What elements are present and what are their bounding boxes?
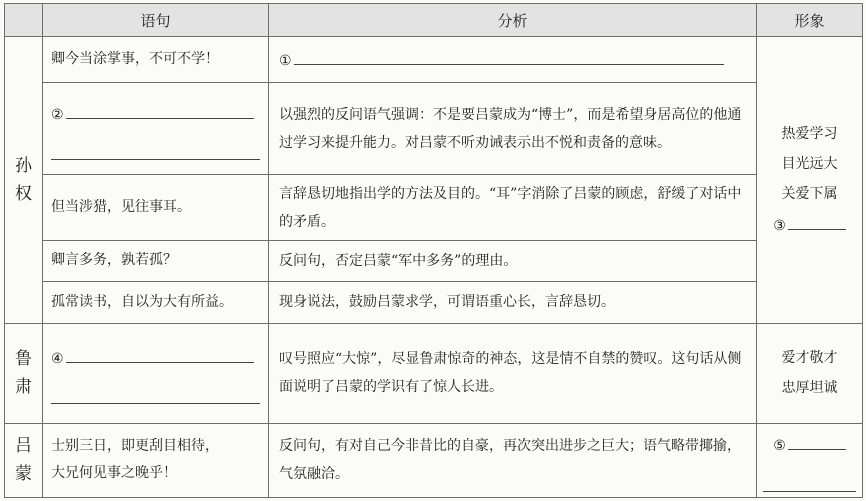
quote-cell: 卿今当涂掌事，不可不学！: [43, 37, 269, 83]
person-lvmeng: 吕 蒙: [5, 423, 43, 497]
image-trait: 目光远大: [781, 155, 838, 172]
header-analysis: 分析: [269, 4, 757, 37]
analysis-cell: 言辞恳切地指出学的方法及目的。“耳”字消除了吕蒙的顾虑，舒缓了对话中的矛盾。: [269, 175, 757, 241]
image-cell-sunquan: [757, 37, 863, 324]
header-quote: 语句: [43, 4, 269, 37]
quote-line: 士别三日，即更刮目相待，: [51, 438, 219, 455]
answer-blank-2a[interactable]: [66, 98, 254, 119]
image-trait: 热爱学习: [781, 125, 838, 142]
blank-marker-1: ①: [279, 53, 292, 70]
answer-blank-4a[interactable]: [66, 342, 254, 363]
quote-line: 大兄何见事之晚乎！: [51, 465, 177, 482]
answer-blank-1[interactable]: [294, 44, 724, 65]
blank-marker-2: ②: [51, 106, 64, 123]
header-person: [5, 4, 43, 37]
table-row: [5, 323, 863, 423]
table-row: [5, 423, 863, 497]
analysis-table: [4, 3, 863, 498]
header-row: [5, 4, 863, 37]
quote-cell: [43, 423, 269, 497]
quote-cell: 卿言多务，孰若孤？: [43, 241, 269, 281]
quote-blank-cell: [43, 323, 269, 423]
quote-cell: 但当涉猎，见往事耳。: [43, 175, 269, 241]
analysis-cell: 现身说法，鼓励吕蒙求学，可谓语重心长，言辞恳切。: [269, 281, 757, 323]
image-trait: 爱才敬才: [781, 350, 838, 367]
person-lusu: 鲁 肃: [5, 323, 43, 423]
image-trait: 忠厚坦诚: [781, 380, 838, 397]
header-image: 形象: [757, 4, 863, 37]
analysis-blank-cell: [269, 37, 757, 83]
table-row: [5, 281, 863, 323]
answer-blank-2b[interactable]: [51, 135, 260, 160]
person-sunquan: 孙 权: [5, 37, 43, 324]
analysis-cell: 以强烈的反问语气强调：不是要吕蒙成为“博士”，而是希望身居高位的他通过学习来提升能力。对吕蒙不听劝诫表示出不悦和责备的意味。: [269, 83, 757, 175]
analysis-cell: 叹号照应“大惊”，尽显鲁肃惊奇的神态，这是情不自禁的赞叹。这句话从侧面说明了吕蒙的学识有了惊人长进。: [269, 323, 757, 423]
image-trait: 关爱下属: [781, 185, 838, 202]
answer-blank-4b[interactable]: [51, 379, 260, 404]
analysis-cell: 反问句，否定吕蒙“军中多务”的理由。: [269, 241, 757, 281]
answer-blank-5b[interactable]: [763, 467, 856, 492]
analysis-cell: 反问句，有对自己今非昔比的自豪，再次突出进步之巨大；语气略带揶揄，气氛融洽。: [269, 423, 757, 497]
image-cell-lusu: [757, 323, 863, 423]
table-row: [5, 241, 863, 281]
blank-marker-4: ④: [51, 351, 64, 368]
quote-blank-cell: [43, 83, 269, 175]
image-cell-lvmeng: [757, 423, 863, 497]
table-row: [5, 175, 863, 241]
blank-marker-5: ⑤: [773, 437, 786, 454]
quote-cell: 孤常读书，自以为大有所益。: [43, 281, 269, 323]
answer-blank-5a[interactable]: [788, 429, 846, 450]
blank-marker-3: ③: [773, 217, 786, 234]
table-row: [5, 83, 863, 175]
answer-blank-3[interactable]: [788, 209, 846, 230]
table-row: [5, 37, 863, 83]
